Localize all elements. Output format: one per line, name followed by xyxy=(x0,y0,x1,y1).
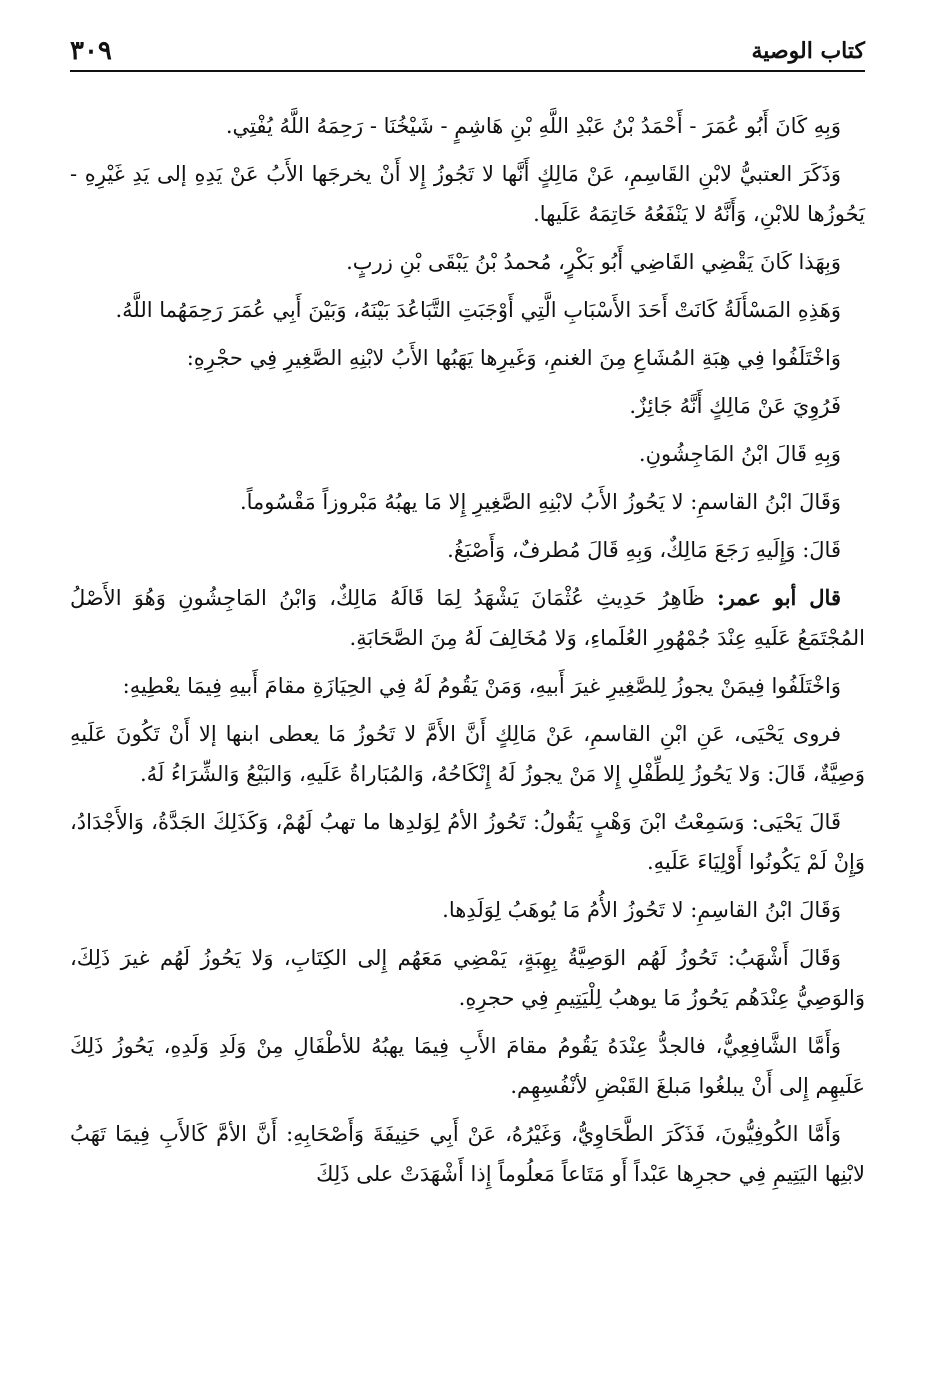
paragraph-text: وَاخْتَلَفُوا فِيمَنْ يجوزُ لِلصَّغِيرِ غيرَ أَبيهِ، وَمَنْ يَقُومُ لَهُ فِي الحِيَازَةِ مقامَ أَبيهِ فِيمَا يعْطِيهِ: xyxy=(122,674,841,698)
paragraph xyxy=(70,890,865,930)
paragraph-text: وَاخْتَلَفُوا فِي هِبَةِ المُشَاعِ مِنَ الغنمِ، وَغَيرِها يَهَبُها الأَبُ لابْنِهِ الصَّغِيرِ فِي حجْرِهِ: xyxy=(186,346,841,370)
book-title: كتاب الوصية xyxy=(742,38,865,64)
paragraph-text: وَبِهَذا كَانَ يَقْضِي القَاضِي أَبُو بَكْرٍ، مُحمدُ بْنُ يَبْقَى بْنِ زربٍ. xyxy=(346,250,841,274)
paragraph-text: وَقَالَ ابْنُ القاسِمِ: لا تَحُوزُ الأُمُ مَا يُوهَبُ لِوَلَدِها. xyxy=(442,898,841,922)
paragraph xyxy=(70,338,865,378)
paragraph-text: قَالَ: وَإِلَيهِ رَجَعَ مَالِكٌ، وَبِهِ قَالَ مُطرفٌ، وَأَصْبَغُ. xyxy=(447,538,841,562)
paragraph-text: قَالَ يَحْيَى: وَسَمِعْتُ ابْنَ وَهْبٍ يَقُولُ: تَحُوزُ الأمُ لِوَلدِها ما تهبُ لَهُمْ، وَكَذَلِكَ الجَدَّةُ، وَالأَجْدَادُ، وَإِنْ لَمْ يَكُونُوا أَوْلِيَاءَ عَلَيهِ. xyxy=(70,810,865,874)
paragraph-text: وَهَذِهِ المَسْأَلَةُ كَانَتْ أَحَدَ الأَسْبَابِ الَّتِي أَوْجَبَتِ التَّبَاعُدَ بَيْنَهُ، وَبَيْنَ أَبِي عُمَرَ رَحِمَهُما اللَّهُ. xyxy=(115,298,841,322)
paragraph-text: ظَاهِرُ حَدِيثِ عُثْمَانَ يَشْهَدُ لِمَا قَالَهُ مَالِكٌ، وَابْنُ المَاجِشُونِ وَهُوَ الأَصْلُ المُجْتَمَعُ عَلَيهِ عِنْدَ جُمْهُورِ العُلَماءِ، وَلا مُخَالِفَ لَهُ مِنَ الصَّحَابَةِ. xyxy=(70,586,865,650)
paragraph-text: فروى يَحْيَى، عَنِ ابْنِ القاسمِ، عَنْ مَالِكٍ أَنَّ الأَمَّ لا تَحُوزُ مَا يعطى ابنها إلا أَنْ تَكُونَ عَلَيهِ وَصِيَّةٌ، قَالَ: وَلا يَحُوزُ لِلطِّفْلِ إِلا مَنْ يجوزُ لَهُ إِنْكَاحُهُ، وَالمُبَاراةُ عَلَيهِ، وَالبَيْعُ وَالشِّرَاءُ لَهُ. xyxy=(70,722,865,786)
paragraph xyxy=(70,938,865,1018)
paragraph-text: وَقَالَ أَشْهَبُ: تَحُوزُ لَهُم الوَصِيَّةُ بِهِبَةٍ، يَمْضِي مَعَهُم إِلى الكِتَابِ، وَلا يَحُوزُ لَهُم غيرَ ذَلِكَ، وَالوَصِيُّ عِنْدَهُم يَحُوزُ مَا يوهبُ لِلْيَتِيمِ فِي حجرِهِ. xyxy=(70,946,865,1010)
paragraph xyxy=(70,386,865,426)
paragraph-text: وَقَالَ ابْنُ القاسمِ: لا يَحُوزُ الأَبُ لابْنِهِ الصَّغِيرِ إِلا مَا يهبُهُ مَبْروزاً مَقْسُوماً. xyxy=(239,490,841,514)
running-header xyxy=(70,28,865,72)
paragraph-text: وَبِهِ كَانَ أَبُو عُمَرَ - أَحْمَدُ بْنُ عَبْدِ اللَّهِ بْنِ هَاشِمٍ - شَيْخُنَا - رَحِمَهُ اللَّهُ يُفْتِي. xyxy=(225,114,841,138)
paragraph xyxy=(70,802,865,882)
paragraph-lead: قال أبو عمر: xyxy=(716,585,841,610)
paragraph xyxy=(70,154,865,234)
paragraph-text: وَأَمَّا الكُوفِيُّونَ، فَذَكَرَ الطَّحَاوِيُّ، وَغَيْرُهُ، عَنْ أَبِي حَنِيفَةَ وَأَصْحَابِهِ: أَنَّ الأمَّ كَالأَبِ فِيمَا تَهَبُ لابْنِها اليَتِيمِ فِي حجرِها عَبْداً أَو مَتَاعاً مَعلُوماً إِذا أَشْهَدَتْ على ذَلِكَ xyxy=(70,1122,865,1186)
paragraph xyxy=(70,530,865,570)
paragraph xyxy=(70,1114,865,1194)
paragraph xyxy=(70,714,865,794)
paragraph-text: وَأَمَّا الشَّافِعِيُّ، فالجدُّ عِنْدَهُ يَقُومُ مقامَ الأَبِ فِيمَا يهبُهُ للأطْفَالِ مِنْ وَلَدِ وَلَدِهِ، يَحُوزُ ذَلِكَ عَلَيهِم إِلى أَنْ يبلغُوا مَبلغَ القَبْضِ لأنْفُسِهِم. xyxy=(70,1034,865,1098)
page-number: ٣٠٩ xyxy=(70,36,122,66)
paragraph xyxy=(70,106,865,146)
paragraph xyxy=(70,482,865,522)
paragraph xyxy=(70,290,865,330)
paragraph xyxy=(70,434,865,474)
paragraph-text: فَرُوِيَ عَنْ مَالِكٍ أَنَّهُ جَائِزٌ. xyxy=(629,394,841,418)
paragraph-text: وَذَكَرَ العتبيُّ لابْنِ القَاسِمِ، عَنْ مَالِكٍ أَنَّها لا تَجُوزُ إِلا أَنْ يخرجَها الأَبُ عَنْ يَدِهِ إلى يَدِ غَيْرِهِ - يَحُوزُها للابْنِ، وَأَنَّهُ لا يَنْفَعُهُ خَاتِمَهُ عَلَيها. xyxy=(70,162,865,226)
paragraph-text: وَبِهِ قَالَ ابْنُ المَاجِشُونِ. xyxy=(638,442,841,466)
paragraph xyxy=(70,578,865,658)
text-body xyxy=(70,106,865,1194)
paragraph xyxy=(70,1026,865,1106)
paragraph xyxy=(70,242,865,282)
paragraph xyxy=(70,666,865,706)
